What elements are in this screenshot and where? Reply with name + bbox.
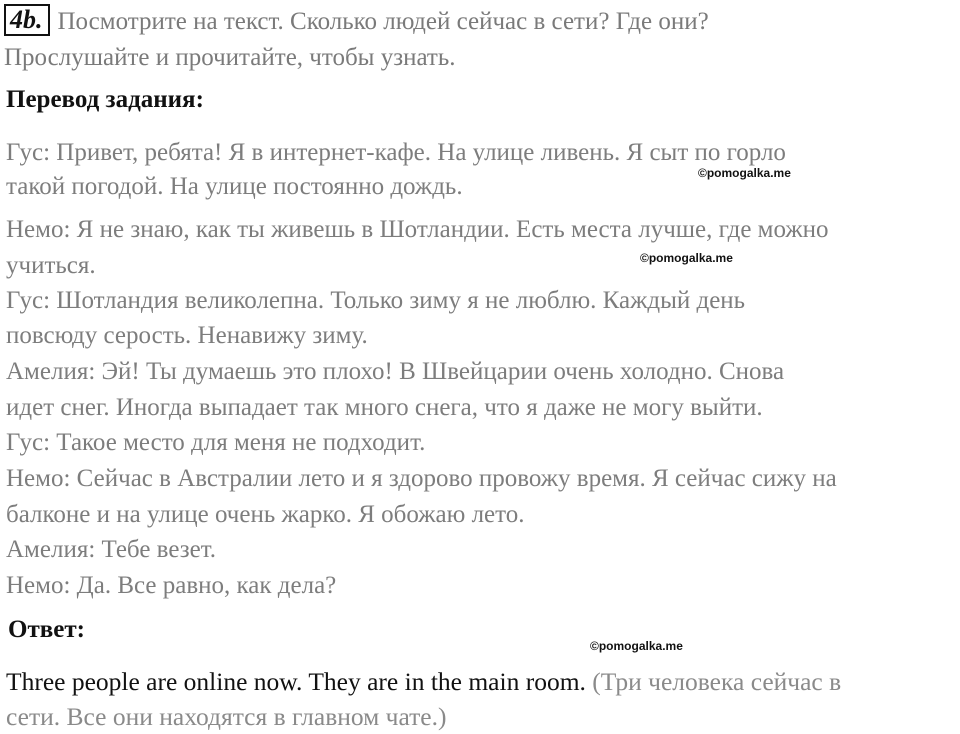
dialogue-line: Гус: Шотландия великолепна. Только зиму я не люблю. Каждый день: [6, 287, 746, 314]
dialogue-line: Гус: Привет, ребята! Я в интернет-кафе. На улице ливень. Я сыт по горло: [6, 139, 786, 166]
watermark: ©pomogalka.me: [698, 166, 791, 180]
task-number-badge: 4b.: [4, 4, 50, 36]
translation-heading: Перевод задания:: [6, 86, 204, 113]
dialogue-line: Гус: Такое место для меня не подходит.: [6, 429, 426, 456]
answer-heading: Ответ:: [8, 616, 85, 643]
dialogue-line: повсюду серость. Ненавижу зиму.: [6, 322, 368, 349]
answer-russian-part2: сети. Все они находятся в главном чате.): [6, 702, 447, 731]
watermark: ©pomogalka.me: [640, 251, 733, 265]
dialogue-line: Амелия: Эй! Ты думаешь это плохо! В Швейцарии очень холодно. Снова: [6, 358, 785, 385]
dialogue-line: такой погодой. На улице постоянно дождь.: [6, 173, 463, 200]
dialogue-line: балконе и на улице очень жарко. Я обожаю лето.: [6, 501, 525, 528]
task-text-line-2: Прослушайте и прочитайте, чтобы узнать.: [4, 44, 456, 71]
dialogue-line: Амелия: Тебе везет.: [6, 536, 216, 563]
answer-english: Three people are online now. They are in the main room.: [6, 667, 586, 696]
dialogue-line: учиться.: [6, 252, 96, 279]
dialogue-line: Немо: Сейчас в Австралии лето и я здорово провожу время. Я сейчас сижу на: [6, 465, 837, 492]
task-line-1: [4, 4, 709, 40]
dialogue-line: Немо: Я не знаю, как ты живешь в Шотландии. Есть места лучше, где можно: [6, 216, 829, 243]
dialogue-line: Немо: Да. Все равно, как дела?: [6, 572, 337, 599]
answer-text: [6, 664, 841, 734]
dialogue-line: идет снег. Иногда выпадает так много снега, что я даже не могу выйти.: [6, 394, 763, 421]
watermark: ©pomogalka.me: [590, 639, 683, 653]
task-text-line-1: Посмотрите на текст. Сколько людей сейчас в сети? Где они?: [57, 8, 709, 35]
answer-russian-part1: (Три человека сейчас в: [592, 667, 842, 696]
